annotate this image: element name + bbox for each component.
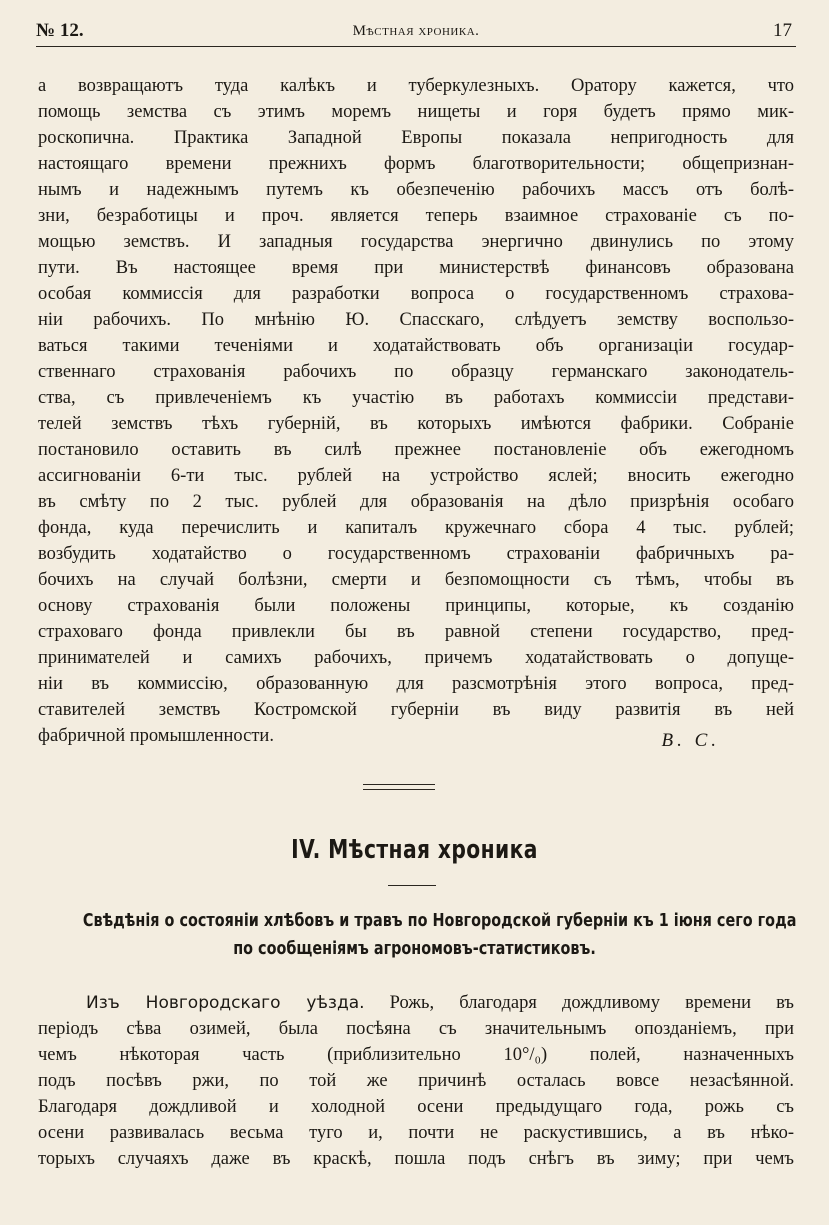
text-line: ставителей земствъ Костромской губерніи въ виду развитія въ ней xyxy=(38,700,794,720)
running-head xyxy=(36,20,796,47)
continued-paragraph xyxy=(38,73,794,749)
text-line: помощь земства съ этимъ моремъ нищеты и горя будетъ прямо мик- xyxy=(38,102,794,122)
text-line: бочихъ на случай болѣзни, смерти и безпомощности съ тѣмъ, чтобы въ xyxy=(38,570,794,590)
article-heading-line-1: Свѣдѣнія о состояніи хлѣбовъ и травъ по Новгородской губерніи къ 1 іюня сего года xyxy=(82,910,797,931)
article-first-line xyxy=(38,990,794,1016)
text-line: принимателей и самихъ рабочихъ, причемъ ходатайствовать о допуще- xyxy=(38,648,794,668)
text-line: телей земствъ тѣхъ губерній, въ которыхъ имѣются фабрики. Собраніе xyxy=(38,414,794,434)
text-line: фабричной промышленности. xyxy=(38,726,274,746)
text-line: подъ посѣвъ ржи, по той же причинѣ осталась вовсе незасѣянной. xyxy=(38,1071,794,1091)
text-line: ніи въ коммиссію, образованную для разсмотрѣнія этого вопроса, пред- xyxy=(38,674,794,694)
section-separator xyxy=(363,784,435,790)
text-line: пути. Въ настоящее время при министерствѣ финансовъ образована xyxy=(38,258,794,278)
text-line: ства, съ привлеченіемъ къ участію въ работахъ коммиссіи представи- xyxy=(38,388,794,408)
heading-rule xyxy=(388,885,436,886)
text-line: страховаго фонда привлекли бы въ равной степени государство, пред- xyxy=(38,622,794,642)
text-line: осени развивалась весьма туго и, почти не раскустившись, а въ нѣко- xyxy=(38,1123,794,1143)
article-first-line-text: Рожь, благодаря дождливому времени въ xyxy=(389,993,794,1013)
text-line: постановило оставить въ силѣ прежнее постановленіе объ ежегодномъ xyxy=(38,440,794,460)
text-line: мощью земствъ. И западныя государства энергично двинулись по этому xyxy=(38,232,794,252)
article-heading xyxy=(0,907,829,963)
text-line: періодъ сѣва озимей, была посѣяна съ значительнымъ опозданіемъ, при xyxy=(38,1019,794,1039)
article-lines xyxy=(38,1016,794,1172)
text-line: ственнаго страхованія рабочихъ по образцу германскаго законодатель- xyxy=(38,362,794,382)
text-line: зни, безработицы и проч. является теперь взаимное страхованіе съ по- xyxy=(38,206,794,226)
running-head-title: Мѣстная хроника. xyxy=(352,23,480,39)
text-line: ніи рабочихъ. По мнѣнію Ю. Спасскаго, слѣдуетъ земству воспользо- xyxy=(38,310,794,330)
text-line: особая коммиссія для разработки вопроса о государственномъ страхова- xyxy=(38,284,794,304)
text-line: Благодаря дождливой и холодной осени предыдущаго года, рожь съ xyxy=(38,1097,794,1117)
text-line: фонда, куда перечислить и капиталъ кружечнаго сбора 4 тыс. рублей; xyxy=(38,518,794,538)
text-line: основу страхованія были положены принципы, которые, къ созданію xyxy=(38,596,794,616)
text-line: возбудить ходатайство о государственномъ страхованіи фабричныхъ ра- xyxy=(38,544,794,564)
text-line: въ смѣту по 2 тыс. рублей для образованія на дѣло призрѣнія особаго xyxy=(38,492,794,512)
text-line: чемъ нѣкоторая часть (приблизительно 10°/₀) полей, назначенныхъ xyxy=(38,1045,794,1065)
issue-number: № 12. xyxy=(36,20,84,41)
text-line: ваться такими теченіями и ходатайствовать объ организаціи государ- xyxy=(38,336,794,356)
article-body xyxy=(38,990,794,1172)
text-line: а возвращаютъ туда калѣкъ и туберкулезныхъ. Оратору кажется, что xyxy=(38,76,794,96)
text-line: роскопична. Практика Западной Европы показала непригодность для xyxy=(38,128,794,148)
signature: В. С. xyxy=(661,730,720,751)
text-line: торыхъ случаяхъ даже въ краскѣ, пошла подъ снѣгъ въ зиму; при чемъ xyxy=(38,1149,794,1169)
text-line: настоящаго времени прежнихъ формъ благотворительности; общепризнан- xyxy=(38,154,794,174)
page-number: 17 xyxy=(773,20,792,41)
article-heading-line-2: по сообщеніямъ агрономовъ-статистиковъ. xyxy=(233,938,596,959)
section-heading: IV. Мѣстная хроника xyxy=(291,835,538,865)
text-line: ассигнованіи 6-ти тыс. рублей на устройство яслей; вносить ежегодно xyxy=(38,466,794,486)
text-line: нымъ и надежнымъ путемъ къ обезпеченію рабочихъ массъ отъ болѣ- xyxy=(38,180,794,200)
place-name: Изъ Новгородскаго уѣзда. xyxy=(86,993,365,1013)
